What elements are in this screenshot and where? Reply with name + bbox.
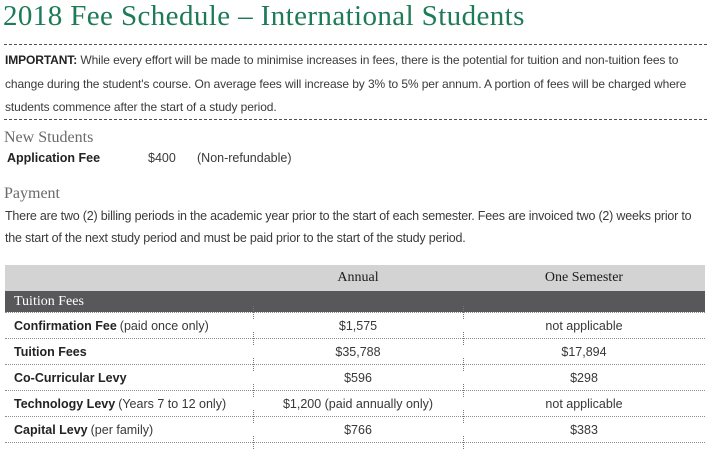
row-label: Tuition Fees xyxy=(14,344,87,359)
column-header-annual: Annual xyxy=(337,270,379,285)
semester-value: $17,894 xyxy=(561,344,607,359)
column-header-one-semester: One Semester xyxy=(544,270,624,285)
table-bottom-border xyxy=(5,442,705,443)
row-label-cell xyxy=(5,397,253,411)
top-divider xyxy=(4,44,707,45)
table-row-confirmation-fee xyxy=(5,312,705,338)
mid-divider xyxy=(4,119,707,120)
table-row-technology-levy xyxy=(5,390,705,416)
row-note: (paid once only) xyxy=(119,318,209,333)
fee-table xyxy=(5,265,705,443)
application-fee-line xyxy=(7,151,292,165)
annual-value: $1,575 xyxy=(338,318,378,333)
annual-value: $1,200 (paid annually only) xyxy=(282,396,434,411)
table-row-capital-levy xyxy=(5,416,705,442)
group-header-label: Tuition Fees xyxy=(14,293,84,309)
row-label: Confirmation Fee xyxy=(14,318,117,333)
row-label-cell xyxy=(5,371,253,385)
annual-value: $596 xyxy=(344,370,372,385)
row-label: Co-Curricular Levy xyxy=(14,370,127,385)
group-header-row xyxy=(5,291,705,312)
table-row-co-curricular-levy xyxy=(5,364,705,390)
row-label: Technology Levy xyxy=(14,396,116,411)
semester-value: not applicable xyxy=(545,318,623,333)
semester-value: $298 xyxy=(570,370,598,385)
payment-text: There are two (2) billing periods in the academic year prior to the start of each semester. Fees are invoiced two (2) weeks prior to the start of the next study period and must be paid prior to the start of the study period. xyxy=(5,209,692,245)
application-fee-amount: $400 xyxy=(148,151,176,165)
row-label-cell xyxy=(5,423,253,437)
row-note: (Years 7 to 12 only) xyxy=(118,396,227,411)
table-row-tuition-fees xyxy=(5,338,705,364)
section-heading-payment: Payment xyxy=(4,185,60,202)
important-text: While every effort will be made to minimise increases in fees, there is the potential for tuition and non-tuition fees to change during the student's course. On average fees will increase by 3% to 5% per annum. A portion of fees will be charged where students commence after the start of a study period. xyxy=(5,53,687,114)
annual-value: $766 xyxy=(344,422,372,437)
semester-value: $383 xyxy=(570,422,598,437)
application-fee-label: Application Fee xyxy=(7,151,101,165)
semester-value: not applicable xyxy=(545,396,623,411)
section-heading-new-students: New Students xyxy=(4,129,94,146)
important-notice xyxy=(5,49,707,120)
row-label: Capital Levy xyxy=(14,422,88,437)
annual-value: $35,788 xyxy=(335,344,381,359)
application-fee-note: (Non-refundable) xyxy=(197,151,292,165)
row-note: (per family) xyxy=(90,422,154,437)
page-title: 2018 Fee Schedule – International Students xyxy=(3,0,525,32)
table-header-row xyxy=(5,265,705,291)
row-label-cell xyxy=(5,319,253,333)
important-label: IMPORTANT: xyxy=(5,53,78,67)
row-label-cell xyxy=(5,345,253,359)
